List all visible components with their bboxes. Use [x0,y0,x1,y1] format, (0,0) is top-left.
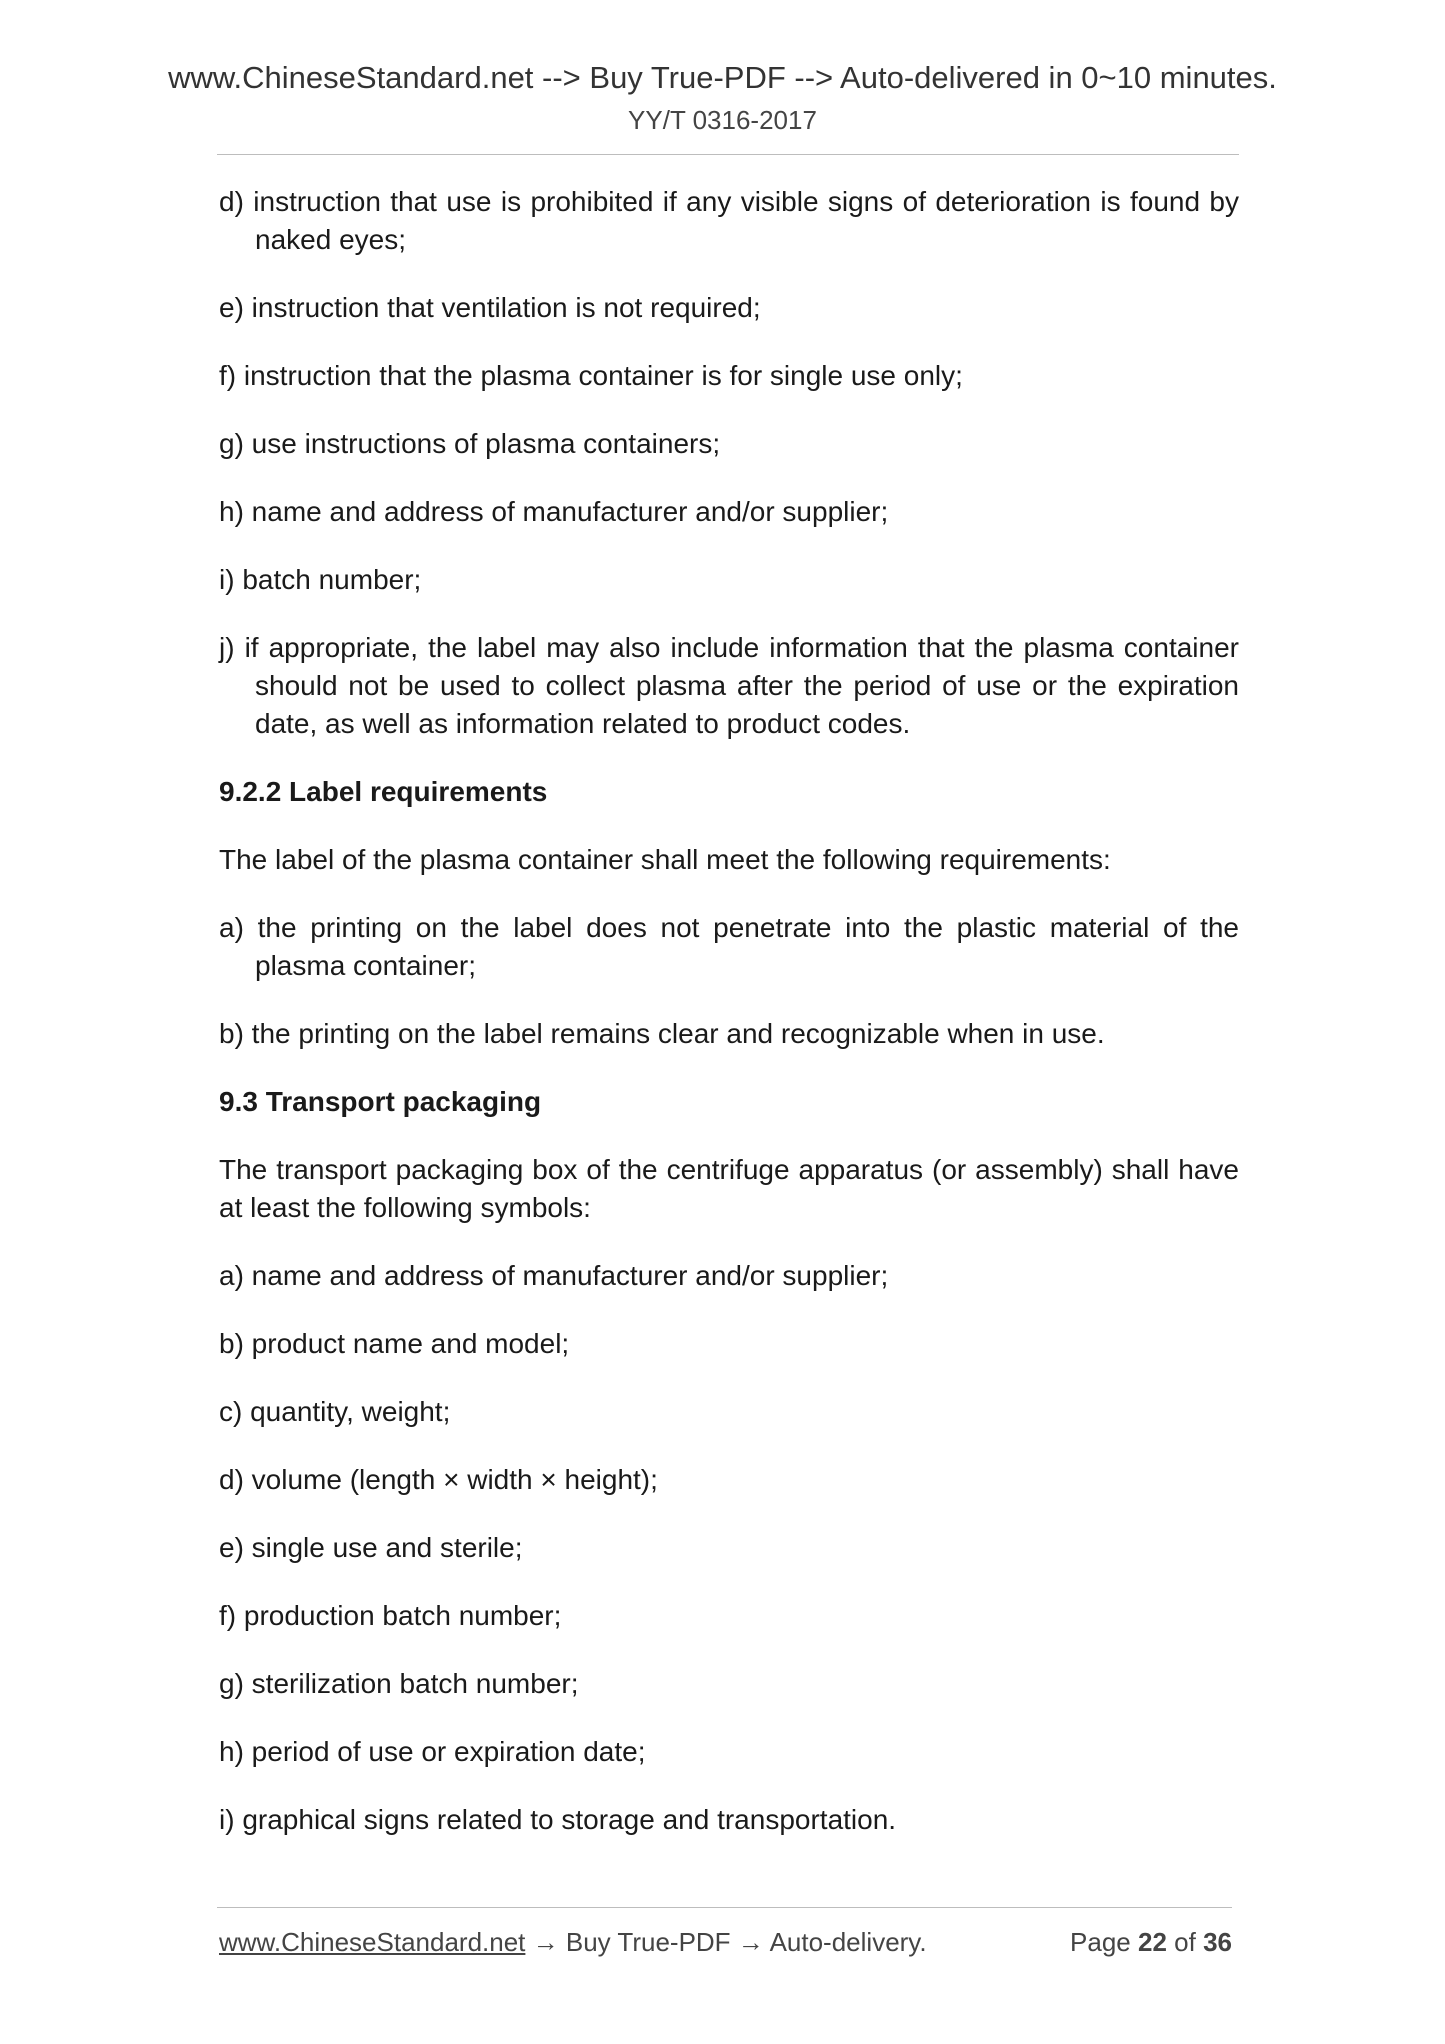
total-pages: 36 [1203,1927,1232,1957]
document-body [219,183,1239,1869]
list-item: i) batch number; [219,564,422,595]
list-item: a) name and address of manufacturer and/or supplier; [219,1260,889,1291]
header-divider [217,154,1239,155]
list-item: d) instruction that use is prohibited if any visible signs of deterioration is found by naked eyes; [219,186,1239,255]
list-item: d) volume (length × width × height); [219,1464,658,1495]
section-heading-9-2-2: 9.2.2 Label requirements [219,776,548,807]
list-item: h) name and address of manufacturer and/or supplier; [219,496,889,527]
footer-divider [217,1907,1232,1908]
list-item: c) quantity, weight; [219,1396,451,1427]
standard-code: YY/T 0316-2017 [628,105,817,135]
list-item: f) instruction that the plasma container is for single use only; [219,360,963,391]
page-label: Page [1070,1927,1131,1957]
list-item: g) use instructions of plasma containers; [219,428,721,459]
section-intro: The label of the plasma container shall meet the following requirements: [219,844,1111,875]
list-item: e) instruction that ventilation is not required; [219,292,761,323]
section-heading-9-3: 9.3 Transport packaging [219,1086,542,1117]
list-item: a) the printing on the label does not penetrate into the plastic material of the plasma container; [219,912,1239,981]
list-item: i) graphical signs related to storage and transportation. [219,1804,897,1835]
list-item: f) production batch number; [219,1600,562,1631]
list-item: g) sterilization batch number; [219,1668,579,1699]
section-intro: The transport packaging box of the centrifuge apparatus (or assembly) shall have at least the following symbols: [219,1154,1239,1223]
list-item: h) period of use or expiration date; [219,1736,646,1767]
footer-site-link[interactable]: www.ChineseStandard.net [219,1927,526,1957]
footer-tagline: → Buy True-PDF → Auto-delivery. [525,1927,927,1957]
header-banner: www.ChineseStandard.net --> Buy True-PDF --> Auto-delivered in 0~10 minutes. [168,60,1277,95]
list-item: e) single use and sterile; [219,1532,523,1563]
list-item: b) the printing on the label remains clear and recognizable when in use. [219,1018,1105,1049]
footer-left [219,1925,927,1959]
page-indicator [1070,1925,1232,1959]
page-number: 22 [1138,1927,1167,1957]
of-label: of [1174,1927,1196,1957]
list-item: j) if appropriate, the label may also include information that the plasma container should not be used to collect plasma after the period of use or the expiration date, as well as information related to product codes. [219,632,1239,739]
list-item: b) product name and model; [219,1328,570,1359]
